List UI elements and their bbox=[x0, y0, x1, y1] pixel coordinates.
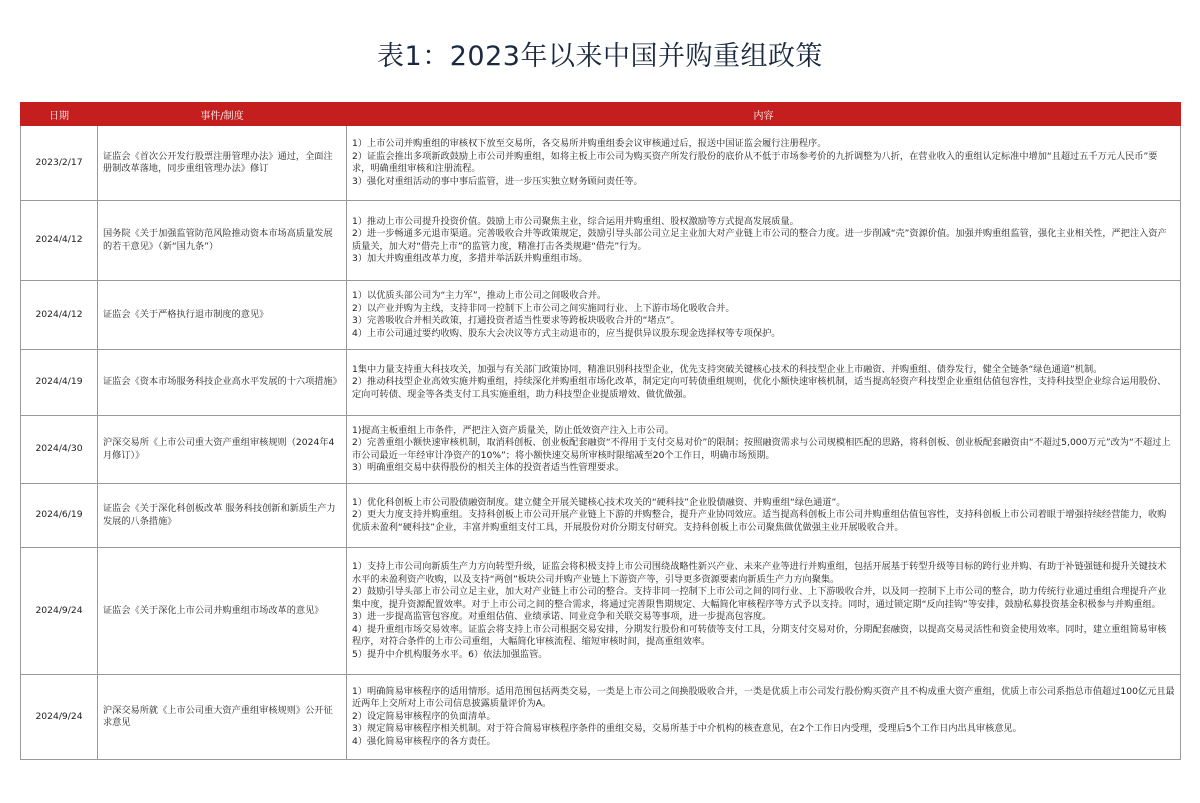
row-date: 2024/4/12 bbox=[21, 281, 98, 350]
content-line: 2）设定简易审核程序的负面清单。 bbox=[352, 710, 496, 722]
content-line: 3）规定简易审核程序相关机制。对于符合简易审核程序条件的重组交易，交易所基于中介机构的核查意见，在2个工作日内受理，受理后5个工作日内出具审核意见。 bbox=[352, 723, 1022, 735]
row-event: 证监会《关于深化科创板改革 服务科技创新和新质生产力发展的八条措施》 bbox=[98, 484, 347, 548]
row-content bbox=[347, 416, 1181, 484]
policy-table bbox=[20, 102, 1181, 760]
content-line: 1）上市公司并购重组的审核权下放至交易所，各交易所并购重组委会议审核通过后，报送中国证监会履行注册程序。 bbox=[352, 138, 827, 149]
content-line: 1集中力量支持重大科技攻关，加强与有关部门政策协同，精准识别科技型企业，优先支持突破关键核心技术的科技型企业上市融资、并购重组、债券发行，健全全链条“绿色通道”机制。 bbox=[352, 363, 1103, 375]
table-row bbox=[21, 201, 1181, 281]
header-date: 日期 bbox=[21, 103, 98, 126]
header-content: 内容 bbox=[347, 103, 1181, 126]
content-line: 2）进一步畅通多元退市渠道。完善吸收合并等政策规定，鼓励引导头部公司立足主业加大对产业链上市公司的整合力度。进一步削减“壳”资源价值。加强并购重组监管，强化主业相关性，严把注入资产质量关，加大对“借壳上市”的监管力度，精准打击各类规避“借壳”行为。 bbox=[352, 228, 1167, 252]
content-line: 3）强化对重组活动的事中事后监管，进一步压实独立财务顾问责任等。 bbox=[352, 175, 643, 187]
content-line: 3）明确重组交易中获得股份的相关主体的投资者适当性管理要求。 bbox=[352, 462, 625, 473]
content-line: 4）提升重组市场交易效率。证监会将支持上市公司根据交易安排，分期发行股份和可转债等支付工具，分期支付交易对价，分期配套融资，以提高交易灵活性和资金使用效率。同时，建立重组简易审核程序，对符合条件的上市公司重组，大幅简化审核流程、缩短审核时间，提高重组效率。 bbox=[352, 623, 1167, 647]
table-row bbox=[21, 281, 1181, 350]
content-line: 3）加大并购重组改革力度，多措并举活跃并购重组市场。 bbox=[352, 253, 588, 264]
content-line: 3）完善吸收合并相关政策，打通投资者适当性要求等跨板块吸收合并的“堵点”。 bbox=[352, 315, 680, 326]
content-line: 3）进一步提高监管包容度。对重组估值、业绩承诺、同业竞争和关联交易等事项，进一步提高包容度。 bbox=[352, 611, 772, 622]
page-title: 表1：2023年以来中国并购重组政策 bbox=[377, 41, 823, 72]
table-row bbox=[21, 350, 1181, 416]
content-line: 2）推动科技型企业高效实施并购重组，持续深化并购重组市场化改革，制定定向可转债重组规则，优化小额快速审核机制，适当提高轻资产科技型企业重组估值包容性，支持科技型企业综合运用股份、定向可转债、现金等各类支付工具实施重组，助力科技型企业提质增效、做优做强。 bbox=[352, 376, 1167, 400]
content-line: 1）推动上市公司提升投资价值。鼓励上市公司聚焦主业，综合运用并购重组、股权激励等方式提高发展质量。 bbox=[352, 215, 799, 227]
row-content bbox=[347, 126, 1181, 201]
row-content bbox=[347, 350, 1181, 416]
row-content bbox=[347, 548, 1181, 675]
row-content bbox=[347, 484, 1181, 548]
row-event: 沪深交易所《上市公司重大资产重组审核规则（2024年4月修订）》 bbox=[98, 416, 347, 484]
row-event: 证监会《首次公开发行股票注册管理办法》通过，全面注册制改革落地，同步重组管理办法》修订 bbox=[98, 126, 347, 201]
row-event: 国务院《关于加强监管防范风险推动资本市场高质量发展的若干意见》（新“国九条”） bbox=[98, 201, 347, 281]
row-date: 2024/4/19 bbox=[21, 350, 98, 416]
content-line: 1）明确简易审核程序的适用情形。适用范围包括两类交易，一类是上市公司之间换股吸收合并，一类是优质上市公司发行股份购买资产且不构成重大资产重组，优质上市公司系指总市值超过100亿元且最近两年上交所对上市公司信息披露质量评价为A。 bbox=[352, 685, 1175, 710]
content-line: 4）上市公司通过要约收购、股东大会决议等方式主动退市的，应当提供异议股东现金选择权等专项保护。 bbox=[352, 327, 781, 339]
table-row bbox=[21, 675, 1181, 760]
row-date: 2024/4/12 bbox=[21, 201, 98, 281]
table-header-row bbox=[21, 103, 1181, 126]
content-line: 1）以优质头部公司为“主力军”，推动上市公司之间吸收合并。 bbox=[352, 290, 607, 301]
content-line: 2）以产业并购为主线，支持非同一控制下上市公司之间实施同行业、上下游市场化吸收合并。 bbox=[352, 302, 735, 314]
row-event: 证监会《关于严格执行退市制度的意见》 bbox=[98, 281, 347, 350]
content-line: 4）强化简易审核程序的各方责任。 bbox=[352, 735, 496, 747]
content-line: 2）鼓励引导头部上市公司立足主业，加大对产业链上市公司的整合。支持非同一控制下上市公司之间的同行业、上下游吸收合并，以及同一控制下上市公司的整合，助力传统行业通过重组合理提升产业集中度，提升资源配置效率。对于上市公司之间的整合需求，将通过完善限售期规定、大幅简化审核程序等方式予以支持。同时，通过锁定期“反向挂钩”等安排，鼓励私募投资基金积极参与并购重组。 bbox=[352, 586, 1167, 610]
row-content bbox=[347, 675, 1181, 760]
row-date: 2024/9/24 bbox=[21, 548, 98, 675]
row-date: 2024/6/19 bbox=[21, 484, 98, 548]
table-row bbox=[21, 416, 1181, 484]
content-line: 2）完善重组小额快速审核机制，取消科创板、创业板配套融资“不得用于支付交易对价”的限制；按照融资需求与公司规模相匹配的思路，将科创板、创业板配套融资由“不超过5,000万元”改为“不超过上市公司最近一年经审计净资产的10%”；将小额快速交易所审核时限缩减至20个工作日，明确市场预期。 bbox=[352, 437, 1171, 461]
row-date: 2024/9/24 bbox=[21, 675, 98, 760]
table-row bbox=[21, 484, 1181, 548]
row-content bbox=[347, 201, 1181, 281]
content-line: 2）证监会推出多项新政鼓励上市公司并购重组，如将主板上市公司为购买资产所发行股份的底价从不低于市场参考价的九折调整为八折，在营业收入的重组认定标准中增加“且超过五千万元人民币”要求，明确重组审核和注册流程。 bbox=[352, 150, 1158, 174]
content-line: 5）提升中介机构服务水平。6）依法加强监管。 bbox=[352, 648, 548, 660]
header-event: 事件/制度 bbox=[98, 103, 347, 126]
table-row bbox=[21, 548, 1181, 675]
table-row bbox=[21, 126, 1181, 201]
row-date: 2024/4/30 bbox=[21, 416, 98, 484]
content-line: 1）支持上市公司向新质生产力方向转型升级，证监会将积极支持上市公司围绕战略性新兴产业、未来产业等进行并购重组，包括开展基于转型升级等目标的跨行业并购、有助于补链强链和提升关键技术水平的未盈利资产收购，以及支持“两创”板块公司并购产业链上下游资产等，引导更多资源要素向新质生产力方向聚集。 bbox=[352, 561, 1167, 585]
row-event: 证监会《关于深化上市公司并购重组市场改革的意见》 bbox=[98, 548, 347, 675]
content-line: 1）优化科创板上市公司股债融资制度。建立健全开展关键核心技术攻关的“硬科技”企业股债融资、并购重组“绿色通道”。 bbox=[352, 496, 846, 508]
content-line: 1)提高主板重组上市条件，严把注入资产质量关，防止低效资产注入上市公司。 bbox=[352, 424, 674, 436]
row-event: 沪深交易所就《上市公司重大资产重组审核规则》公开征求意见 bbox=[98, 675, 347, 760]
row-content bbox=[347, 281, 1181, 350]
row-date: 2023/2/17 bbox=[21, 126, 98, 201]
row-event: 证监会《资本市场服务科技企业高水平发展的十六项措施》 bbox=[98, 350, 347, 416]
content-line: 2）更大力度支持并购重组。支持科创板上市公司开展产业链上下游的并购整合，提升产业协同效应。适当提高科创板上市公司并购重组估值包容性，支持科创板上市公司着眼于增强持续经营能力，收购优质未盈利“硬科技”企业，丰富并购重组支付工具，开展股份对价分期支付研究。支持科创板上市公司聚焦做优做强主业开展吸收合并。 bbox=[352, 509, 1167, 533]
